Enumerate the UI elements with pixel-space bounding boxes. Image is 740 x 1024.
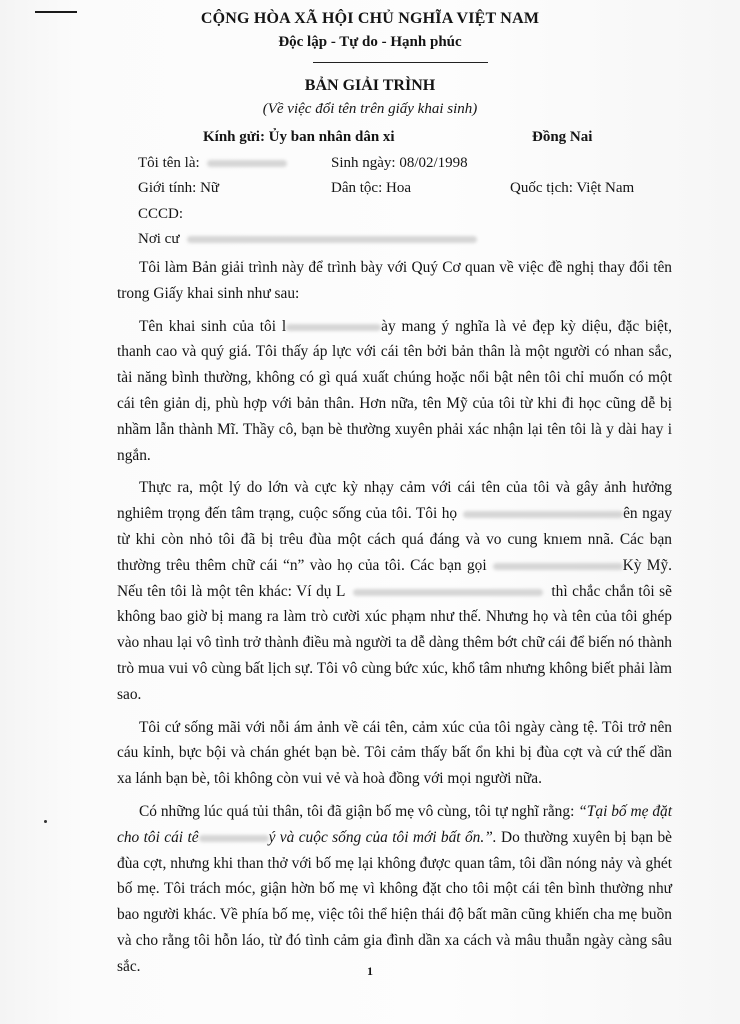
recipient-label: Kính gửi: Ủy ban nhân dân xi <box>203 129 395 145</box>
name-field <box>138 155 287 172</box>
document-body <box>117 255 672 980</box>
nationality-field: Quốc tịch: Việt Nam <box>510 180 635 196</box>
recipient-province: Đồng Nai <box>532 129 593 145</box>
national-title: CỘNG HÒA XÃ HỘI CHỦ NGHĨA VIỆT NAM <box>200 10 540 27</box>
redacted-quote <box>199 835 269 842</box>
cccd-field: CCCD: <box>138 206 184 222</box>
motto: Độc lập - Tự do - Hạnh phúc <box>278 34 462 50</box>
name-label: Tôi tên là: <box>138 155 200 171</box>
paragraph-feelings: Tôi cứ sống mãi với nỗi ám ảnh về cái tên, cảm xúc của tôi ngày càng tệ. Tôi trở nên cáu kỉnh, bực bội và chán ghét bạn bè. Tôi cảm thấy bất ổn khi bị đùa cợt và cứ thế dần xa lánh bạn bè, tôi không còn vui vẻ và hoà đồng với mọi người nữa. <box>117 718 672 788</box>
paragraph-name-meaning: Tên khai sinh của tôi l ày mang ý nghĩa là vẻ đẹp kỳ diệu, đặc biệt, thanh cao và quý giá. Tôi thấy áp lực với cái tên bởi bản thân là một người có nhan sắc, tài năng bình thường, không có gì quá xuất chúng hoặc nổi bật nên tôi chỉ muốn có một cái tên giản dị, phù hợp với bản thân. Hơn nữa, tên Mỹ của tôi từ khi đi học cũng dễ bị nhầm lẫn thành Mĩ. Thầy cô, bạn bè thường xuyên phải xác nhận lại tên tôi là y dài hay i ngắn. <box>117 317 673 464</box>
gender-field: Giới tính: Nữ <box>138 180 220 196</box>
redacted-name <box>207 160 287 167</box>
header-divider <box>313 62 488 63</box>
address-label: Nơi cư <box>138 231 180 247</box>
redacted-nickname <box>493 563 623 570</box>
paragraph-sensitive-reason: Thực ra, một lý do lớn và cực kỳ nhạy cảm với cái tên của tôi và gây ảnh hưởng nghiêm trọng đến tâm trạng, cuộc sống của tôi. Tôi họ ên ngay từ khi còn nhỏ tôi đã bị trêu đùa một cách quá đáng và vo cung knıem nnã. Các bạn thường trêu thêm chữ cái “n” vào họ của tôi. Các bạn gọi Kỳ Mỹ. Nếu tên tôi là một tên khác: Ví dụ L thì chắc chắn tôi sẽ không bao giờ bị mang ra làm trò cười xúc phạm như thế. Nhưng họ và tên của tôi ghép vào nhau lại vô tình trở thành điều mà người ta dễ dàng thêm bớt chữ cái để biến nó thành trò mua vui vô cùng bất lịch sự. Tôi vô cùng bức xúc, khổ tâm nhưng không biết phải làm sao. <box>117 479 672 703</box>
ethnicity-field: Dân tộc: Hoa <box>331 180 411 196</box>
address-field <box>138 231 477 248</box>
document-title: BẢN GIẢI TRÌNH <box>304 77 436 94</box>
document-subtitle: (Về việc đổi tên trên giấy khai sinh) <box>262 101 478 117</box>
redacted-example-name <box>353 589 543 596</box>
redacted-address <box>187 236 477 243</box>
paragraph-family-conflict: Có những lúc quá tủi thân, tôi đã giận bố mẹ vô cùng, tôi tự nghĩ rằng: “Tại bố mẹ đặt cho tôi cái tê ý và cuộc sống của tôi mới bất ổn.”. Do thường xuyên bị bạn bè đùa cợt, nhưng khi than thở với bố mẹ lại không được quan tâm, tôi dần nóng nảy và ghét bố mẹ. Tôi trách móc, giận hờn bố mẹ vì không đặt cho tôi một cái tên bình thường như bao người khác. Về phía bố mẹ, việc tôi thể hiện thái độ bất mãn cũng khiến cha mẹ buồn và cho rằng tôi hỗn láo, từ đó tình cảm gia đình dần xa cách và mâu thuẫn ngày càng sâu sắc. <box>117 802 673 975</box>
dob-field: Sinh ngày: 08/02/1998 <box>331 155 468 171</box>
scan-speck <box>44 820 47 823</box>
redacted-surname <box>463 511 623 518</box>
paragraph-intro: Tôi làm Bản giải trình này để trình bày với Quý Cơ quan về việc đề nghị thay đổi tên trong Giấy khai sinh như sau: <box>117 259 672 302</box>
redacted-full-name <box>286 324 381 331</box>
page-number: 1 <box>367 964 373 978</box>
